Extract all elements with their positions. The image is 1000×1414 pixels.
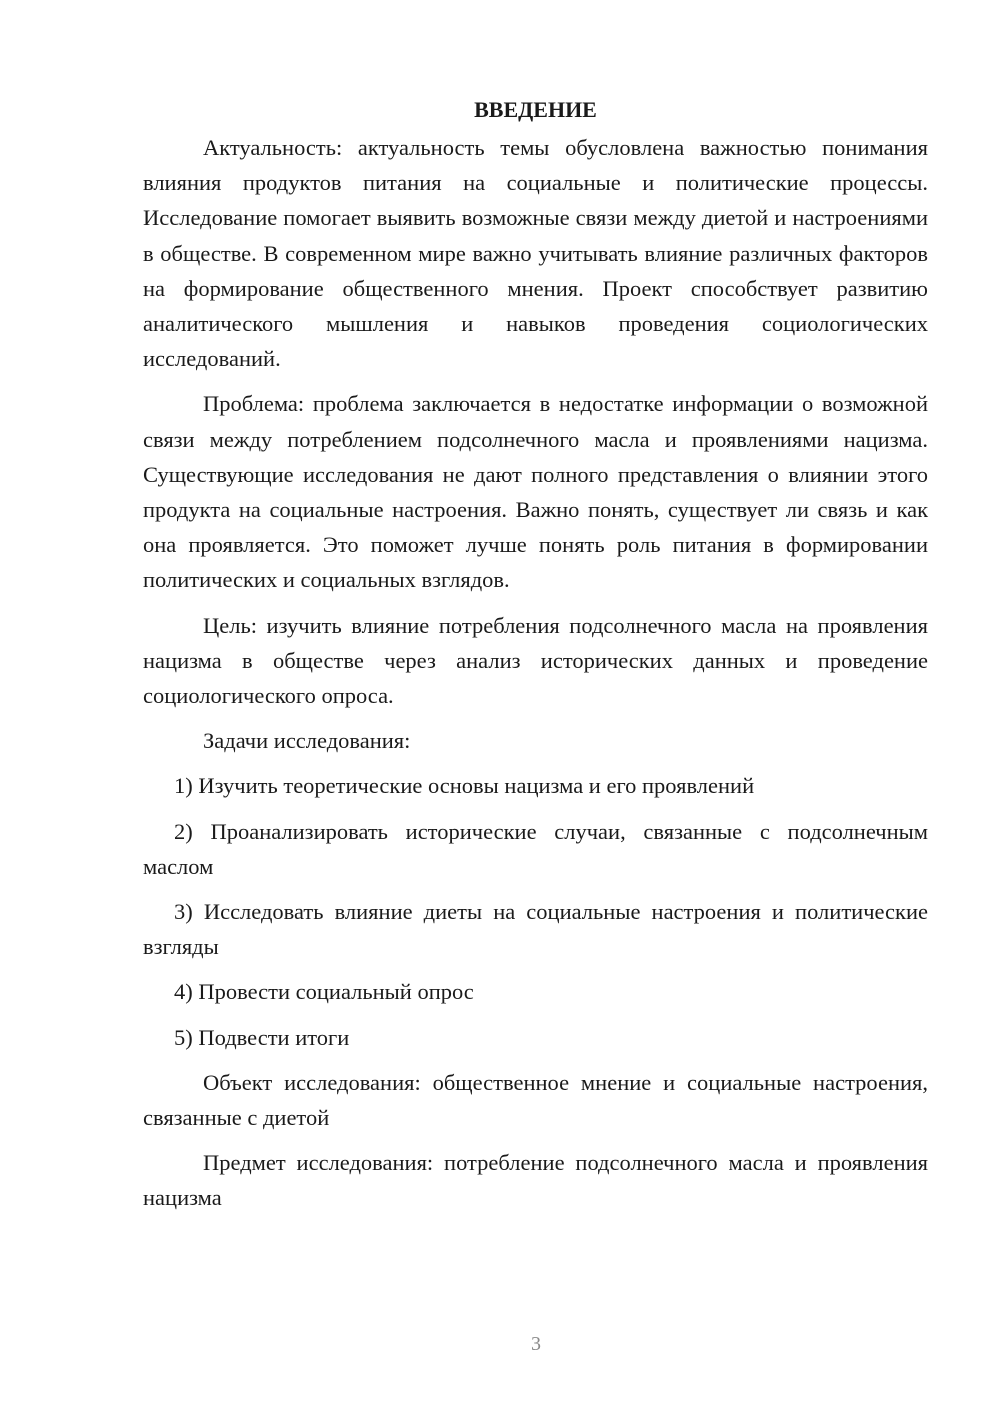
- relevance-paragraph: Актуальность: актуальность темы обусловлена важностью понимания влияния продуктов питания на социальные и политические процессы. Исследование помогает выявить возможные связи между диетой и настроениями в обществе. В современном мире важно учитывать влияние различных факторов на формирование общественного мнения. Проект способствует развитию аналитического мышления и навыков проведения социологических исследований.: [143, 135, 928, 372]
- problem-paragraph: Проблема: проблема заключается в недостатке информации о возможной связи между потреблением подсолнечного масла и проявлениями нацизма. Существующие исследования не дают полного представления о влиянии этого продукта на социальные настроения. Важно понять, существует ли связь и как она проявляется. Это поможет лучше понять роль питания в формировании политических и социальных взглядов.: [143, 391, 928, 593]
- subject-paragraph: Предмет исследования: потребление подсолнечного масла и проявления нацизма: [143, 1150, 928, 1211]
- page-number: 3: [531, 1333, 541, 1355]
- goal-paragraph: Цель: изучить влияние потребления подсолнечного масла на проявления нацизма в обществе через анализ исторических данных и проведение социологического опроса.: [143, 612, 928, 709]
- task-item: 2) Проанализировать исторические случаи, связанные с подсолнечным маслом: [143, 818, 928, 879]
- page-content: [143, 92, 928, 1216]
- task-item: 5) Подвести итоги: [174, 1024, 350, 1050]
- task-item: 1) Изучить теоретические основы нацизма и его проявлений: [174, 773, 755, 799]
- tasks-heading: Задачи исследования:: [203, 728, 411, 754]
- object-paragraph: Объект исследования: общественное мнение и социальные настроения, связанные с диетой: [143, 1069, 928, 1131]
- section-title: ВВЕДЕНИЕ: [474, 97, 597, 122]
- task-item: 4) Провести социальный опрос: [174, 979, 474, 1005]
- task-item: 3) Исследовать влияние диеты на социальные настроения и политические взгляды: [143, 899, 928, 960]
